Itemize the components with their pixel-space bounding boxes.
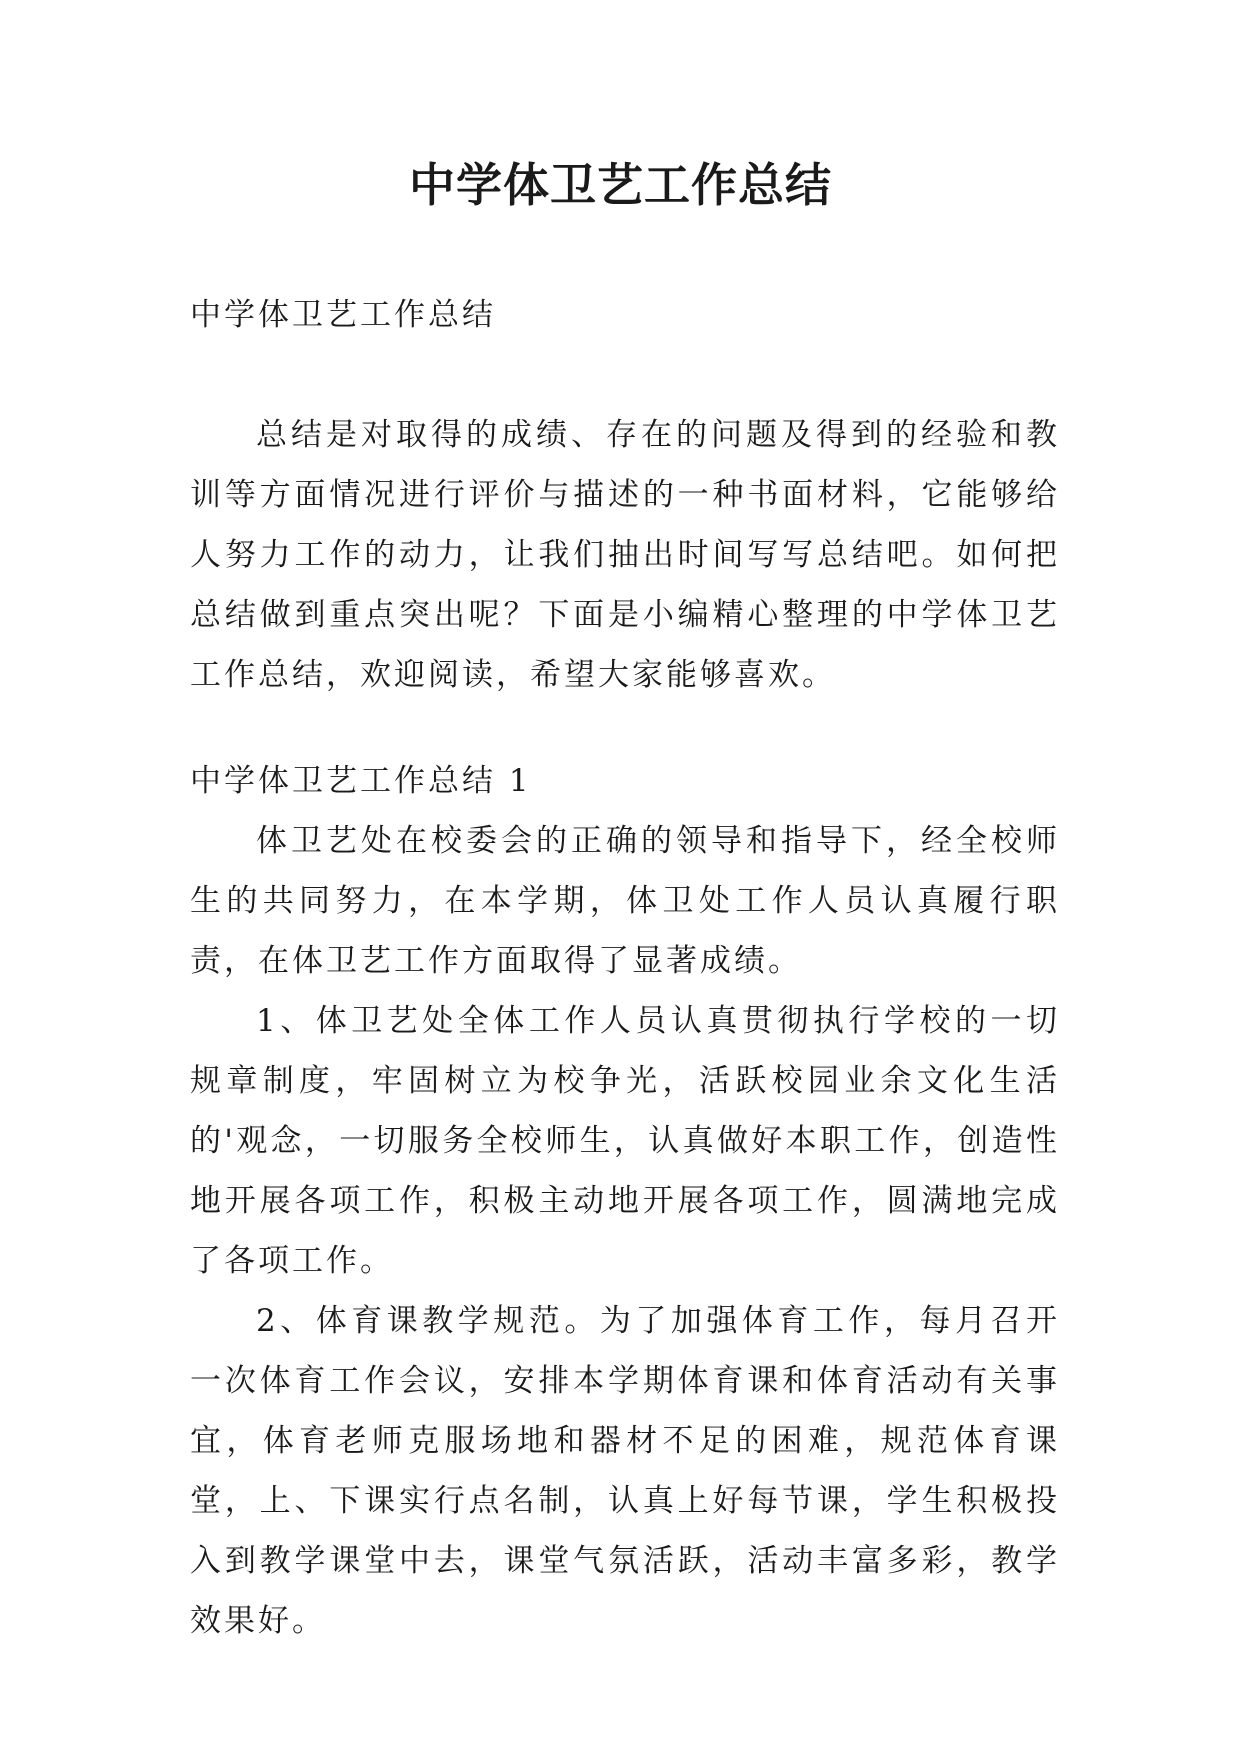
body-paragraph: 2、体育课教学规范。为了加强体育工作，每月召开一次体育工作会议，安排本学期体育课和体育活动有关事宜，体育老师克服场地和器材不足的困难，规范体育课堂，上、下课实行点名制，认真上好每节课，学生积极投入到教学课堂中去，课堂气氛活跃，活动丰富多彩，教学效果好。 — [190, 1303, 1060, 1639]
body-paragraph: 1、体卫艺处全体工作人员认真贯彻执行学校的一切规章制度，牢固树立为校争光，活跃校园业余文化生活的'观念，一切服务全校师生，认真做好本职工作，创造性地开展各项工作，积极主动地开展各项工作，圆满地完成了各项工作。 — [190, 1003, 1060, 1279]
spacer — [190, 345, 1060, 405]
document-title: 中学体卫艺工作总结 — [409, 158, 832, 212]
document-body — [190, 285, 1060, 1651]
body-paragraph: 体卫艺处在校委会的正确的领导和指导下，经全校师生的共同努力，在本学期，体卫处工作人员认真履行职责，在体卫艺工作方面取得了显著成绩。 — [190, 823, 1060, 979]
document-subtitle: 中学体卫艺工作总结 — [190, 297, 496, 333]
section-heading: 中学体卫艺工作总结 1 — [190, 763, 532, 799]
intro-paragraph: 总结是对取得的成绩、存在的问题及得到的经验和教训等方面情况进行评价与描述的一种书面材料，它能够给人努力工作的动力，让我们抽出时间写写总结吧。如何把总结做到重点突出呢？下面是小编精心整理的中学体卫艺工作总结，欢迎阅读，希望大家能够喜欢。 — [190, 417, 1060, 693]
spacer — [190, 705, 1060, 751]
